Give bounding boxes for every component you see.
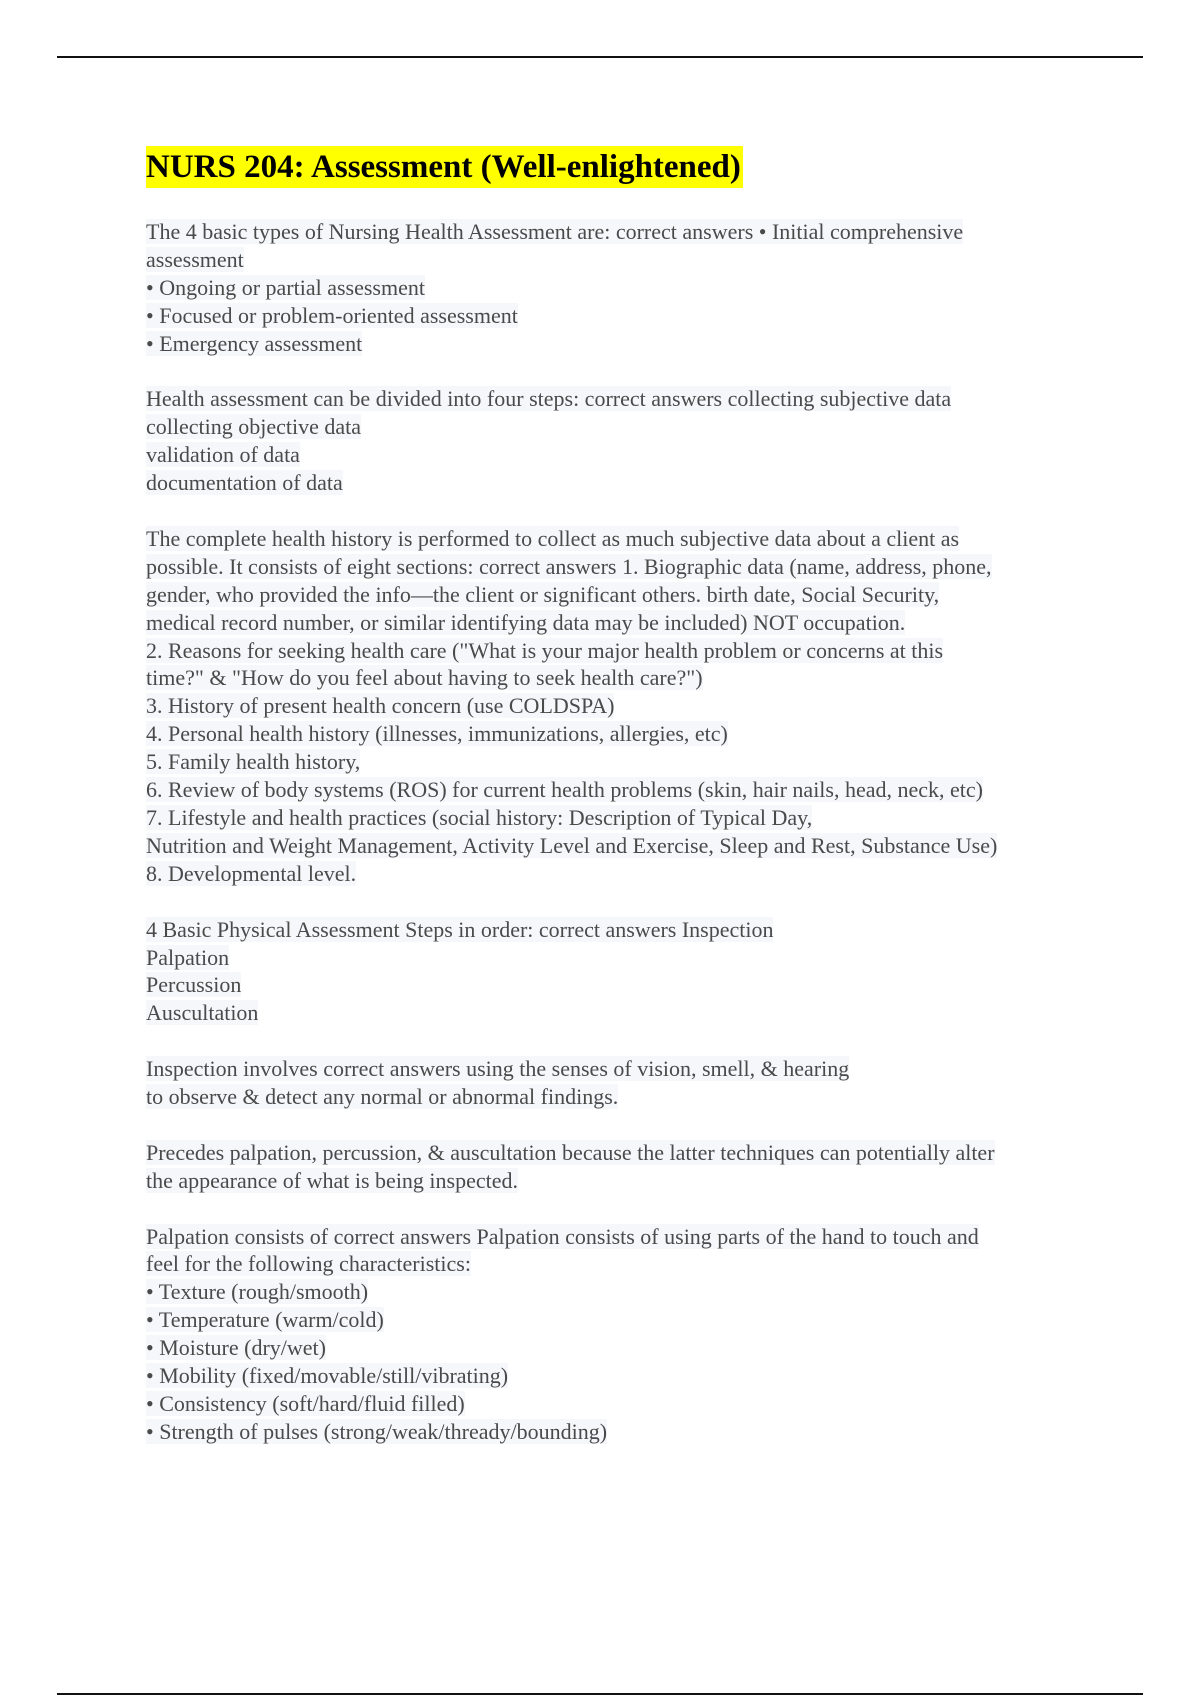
- text-line-content: • Strength of pulses (strong/weak/thready/bounding): [146, 1418, 608, 1444]
- text-line: [146, 748, 1106, 776]
- text-line-content: 8. Developmental level.: [146, 860, 357, 886]
- text-line-content: validation of data: [146, 442, 300, 468]
- text-line-content: gender, who provided the info—the client or significant others. birth date, Social Security,: [146, 581, 940, 607]
- text-line: [146, 609, 1106, 637]
- text-line: [146, 1418, 1106, 1446]
- bottom-rule: [57, 1693, 1143, 1695]
- text-line: [146, 999, 1106, 1027]
- text-line: [146, 720, 1106, 748]
- text-line-content: Palpation: [146, 944, 230, 970]
- text-line: [146, 385, 1106, 413]
- paragraph: [146, 1055, 1106, 1111]
- text-line-content: • Focused or problem-oriented assessment: [146, 302, 518, 328]
- text-line-content: Auscultation: [146, 1000, 259, 1026]
- text-line: [146, 692, 1106, 720]
- document-page: [146, 146, 1106, 1474]
- paragraph: [146, 1139, 1106, 1195]
- text-line: [146, 832, 1106, 860]
- text-line: [146, 860, 1106, 888]
- text-line-content: Percussion: [146, 972, 242, 998]
- text-line: [146, 637, 1106, 665]
- text-line-content: medical record number, or similar identifying data may be included) NOT occupation.: [146, 609, 906, 635]
- paragraph: [146, 385, 1106, 497]
- text-line-content: 4 Basic Physical Assessment Steps in order: correct answers Inspection: [146, 916, 774, 942]
- text-line-content: 4. Personal health history (illnesses, immunizations, allergies, etc): [146, 721, 728, 747]
- text-line-content: 7. Lifestyle and health practices (social history: Description of Typical Day,: [146, 805, 813, 830]
- text-line: [146, 971, 1106, 999]
- text-line: [146, 1362, 1106, 1390]
- text-line-content: 5. Family health history,: [146, 749, 361, 775]
- text-line: [146, 1390, 1106, 1418]
- text-line-content: collecting objective data: [146, 414, 362, 440]
- text-line-content: Nutrition and Weight Management, Activity Level and Exercise, Sleep and Rest, Substance Use): [146, 832, 998, 858]
- text-line-content: • Texture (rough/smooth): [146, 1279, 369, 1305]
- text-line: [146, 441, 1106, 469]
- text-line-content: 3. History of present health concern (use COLDSPA): [146, 693, 615, 719]
- text-line-content: to observe & detect any normal or abnormal findings.: [146, 1084, 619, 1110]
- text-line: [146, 553, 1106, 581]
- text-line-content: documentation of data: [146, 470, 343, 496]
- text-line: [146, 1278, 1106, 1306]
- text-line-content: • Consistency (soft/hard/fluid filled): [146, 1390, 465, 1416]
- text-line-content: time?" & "How do you feel about having to seek health care?"): [146, 665, 703, 691]
- text-line-content: The 4 basic types of Nursing Health Assessment are: correct answers • Initial comprehensive: [146, 219, 964, 244]
- text-line-content: the appearance of what is being inspected.: [146, 1167, 519, 1193]
- text-line: [146, 1139, 1106, 1167]
- text-line-content: • Temperature (warm/cold): [146, 1307, 384, 1333]
- text-line: [146, 302, 1106, 330]
- paragraph: [146, 218, 1106, 358]
- text-line: [146, 1167, 1106, 1195]
- text-line-content: • Emergency assessment: [146, 330, 363, 356]
- text-line-content: assessment: [146, 246, 244, 272]
- text-line: [146, 413, 1106, 441]
- text-line: [146, 776, 1106, 804]
- text-line: [146, 664, 1106, 692]
- text-line: [146, 525, 1106, 553]
- text-line: [146, 246, 1106, 274]
- document-title: NURS 204: Assessment (Well-enlightened): [146, 146, 743, 188]
- text-line-content: Palpation consists of correct answers Palpation consists of using parts of the hand to touch and: [146, 1223, 979, 1249]
- text-line: [146, 218, 1106, 246]
- text-line: [146, 1223, 1106, 1251]
- text-line-content: The complete health history is performed to collect as much subjective data about a client as: [146, 525, 960, 551]
- text-line-content: Health assessment can be divided into four steps: correct answers collecting subjective data: [146, 386, 952, 412]
- text-line: [146, 469, 1106, 497]
- text-line: [146, 1250, 1106, 1278]
- text-line-content: possible. It consists of eight sections: correct answers 1. Biographic data (name, address, phone,: [146, 553, 992, 579]
- text-line-content: Inspection involves correct answers using the senses of vision, smell, & hearing: [146, 1056, 850, 1082]
- text-line: [146, 804, 1106, 832]
- text-line: [146, 330, 1106, 358]
- top-rule: [57, 56, 1143, 58]
- paragraph: [146, 1223, 1106, 1446]
- text-line-content: 6. Review of body systems (ROS) for current health problems (skin, hair nails, head, neck, etc): [146, 777, 984, 803]
- paragraph: [146, 525, 1106, 888]
- text-line-content: 2. Reasons for seeking health care ("What is your major health problem or concerns at this: [146, 637, 944, 663]
- document-body: [146, 218, 1106, 1446]
- text-line-content: • Moisture (dry/wet): [146, 1335, 326, 1361]
- paragraph: [146, 916, 1106, 1028]
- text-line: [146, 1334, 1106, 1362]
- text-line: [146, 274, 1106, 302]
- text-line: [146, 581, 1106, 609]
- text-line: [146, 1055, 1106, 1083]
- text-line-content: • Mobility (fixed/movable/still/vibrating): [146, 1363, 509, 1389]
- text-line: [146, 1306, 1106, 1334]
- text-line-content: feel for the following characteristics:: [146, 1251, 471, 1277]
- text-line-content: Precedes palpation, percussion, & auscultation because the latter techniques can potentially alter: [146, 1139, 995, 1165]
- text-line-content: • Ongoing or partial assessment: [146, 274, 425, 300]
- text-line: [146, 1083, 1106, 1111]
- text-line: [146, 944, 1106, 972]
- text-line: [146, 916, 1106, 944]
